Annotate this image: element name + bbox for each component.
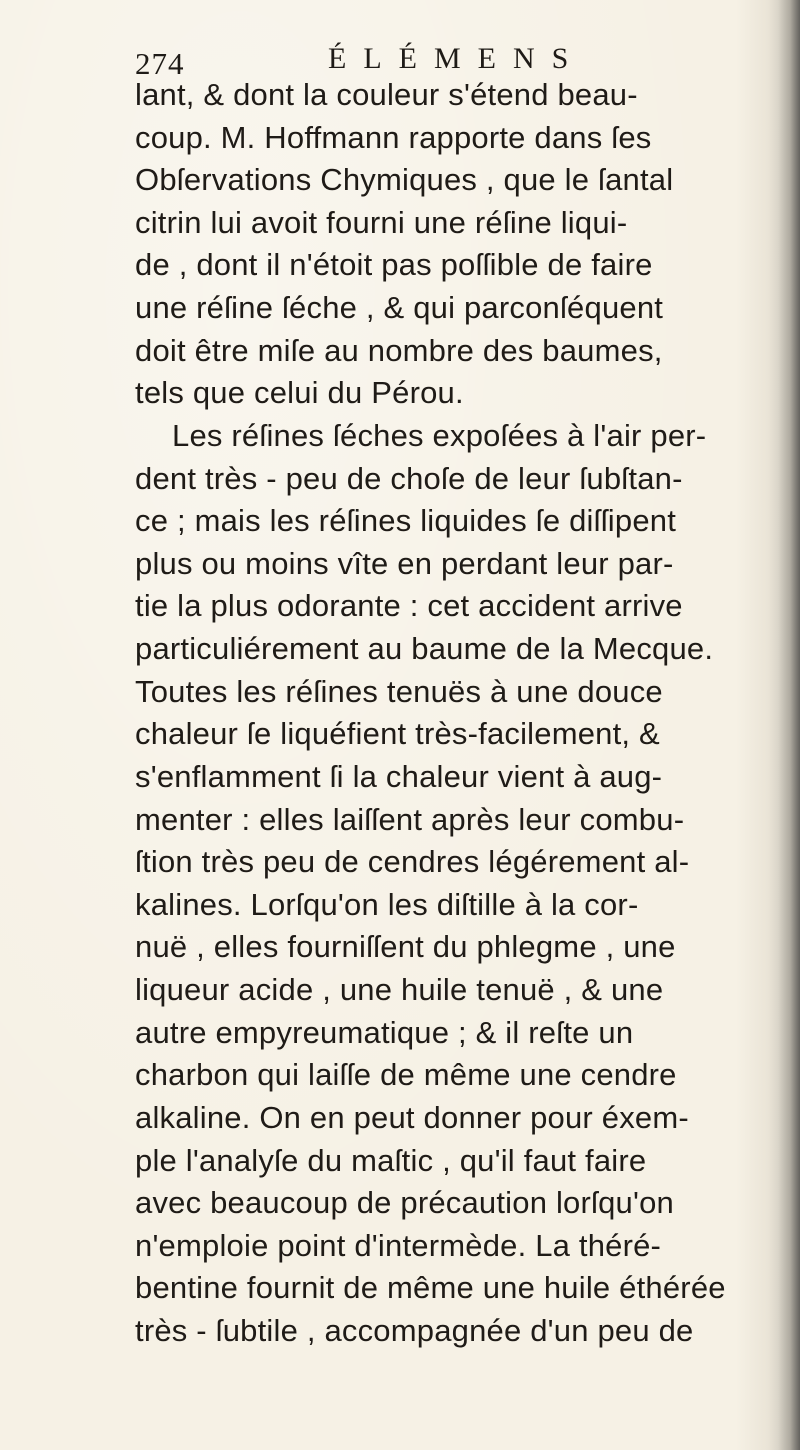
text-line: kalines. Lorſqu'on les diſtille à la cor- bbox=[135, 887, 639, 922]
text-line: nuë , elles fourniſſent du phlegme , une bbox=[135, 929, 676, 964]
running-title: ÉLÉMENS bbox=[328, 42, 586, 75]
text-line: avec beaucoup de précaution lorſqu'on bbox=[135, 1185, 674, 1220]
text-line: coup. M. Hoffmann rapporte dans ſes bbox=[135, 120, 652, 155]
text-line: Obſervations Chymiques , que le ſantal bbox=[135, 162, 674, 197]
text-line: plus ou moins vîte en perdant leur par- bbox=[135, 546, 674, 581]
text-line: doit être miſe au nombre des baumes, bbox=[135, 333, 663, 368]
text-line: lant, & dont la couleur s'étend beau- bbox=[135, 77, 638, 112]
text-line: liqueur acide , une huile tenuë , & une bbox=[135, 972, 664, 1007]
text-line: ple l'analyſe du maſtic , qu'il faut faire bbox=[135, 1143, 647, 1178]
text-line: Toutes les réſines tenuës à une douce bbox=[135, 674, 663, 709]
text-line: menter : elles laiſſent après leur combu- bbox=[135, 802, 685, 837]
body-text bbox=[135, 74, 765, 1394]
text-line: charbon qui laiſſe de même une cendre bbox=[135, 1057, 677, 1092]
text-line: très - ſubtile , accompagnée d'un peu de bbox=[135, 1313, 694, 1348]
text-line: n'emploie point d'intermède. La théré- bbox=[135, 1228, 662, 1263]
text-line: une réſine ſéche , & qui parconſéquent bbox=[135, 290, 664, 325]
text-line: de , dont il n'étoit pas poſſible de faire bbox=[135, 247, 653, 282]
text-line: tels que celui du Pérou. bbox=[135, 375, 464, 410]
text-line: alkaline. On en peut donner pour éxem- bbox=[135, 1100, 689, 1135]
text-line: chaleur ſe liquéfient très-facilement, & bbox=[135, 716, 660, 751]
text-line: s'enflamment ſi la chaleur vient à aug- bbox=[135, 759, 663, 794]
text-line: ſtion très peu de cendres légérement al- bbox=[135, 844, 690, 879]
text-line: citrin lui avoit fourni une réſine liqui- bbox=[135, 205, 628, 240]
text-line: particuliérement au baume de la Mecque. bbox=[135, 631, 714, 666]
page-number: 274 bbox=[135, 46, 185, 81]
page-edge-shadow bbox=[778, 0, 800, 1450]
text-line: bentine fournit de même une huile éthérée bbox=[135, 1270, 726, 1305]
text-line: Les réſines ſéches expoſées à l'air per- bbox=[172, 418, 707, 453]
text-line: tie la plus odorante : cet accident arrive bbox=[135, 588, 683, 623]
text-line: autre empyreumatique ; & il reſte un bbox=[135, 1015, 634, 1050]
text-line: dent très - peu de choſe de leur ſubſtan- bbox=[135, 461, 683, 496]
text-line: ce ; mais les réſines liquides ſe diſſipent bbox=[135, 503, 677, 538]
